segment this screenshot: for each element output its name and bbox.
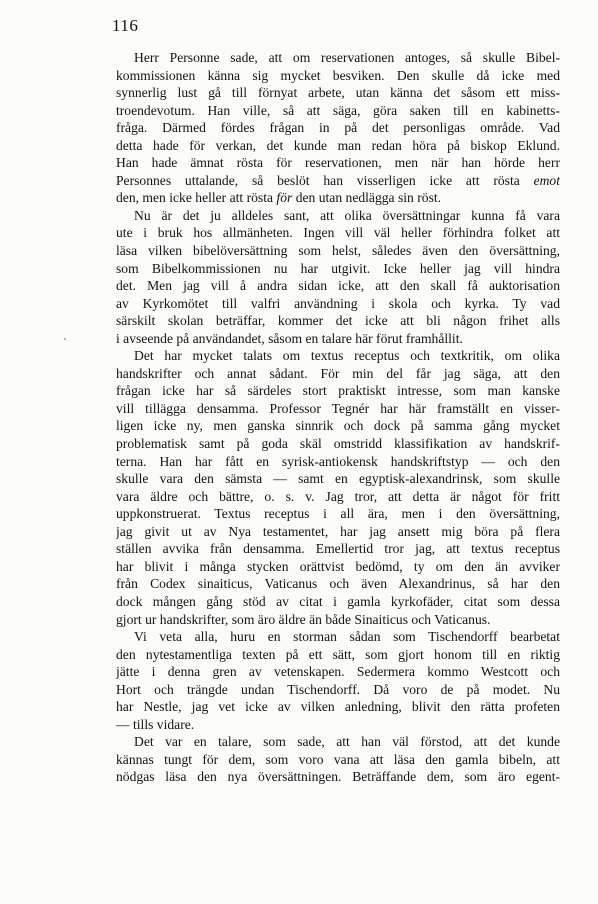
text-line — [116, 768, 560, 786]
line-text: nödgas läsa den nya översättningen. Beträffande dem, som äro egent- — [116, 769, 560, 785]
text-line — [116, 453, 560, 471]
text-line — [116, 681, 560, 699]
text-line — [116, 628, 560, 646]
line-text: Personnes uttalande, så beslöt han visserligen icke att rösta — [116, 172, 534, 188]
line-text: uppkonstruerat. Textus receptus i all ära, men i den översättning, — [116, 506, 560, 522]
text-line — [116, 189, 560, 207]
line-text: Det var en talare, som sade, att han väl förstod, att det kunde — [134, 734, 560, 750]
emphasized-word: för — [276, 190, 293, 206]
text-line — [116, 417, 560, 435]
line-text: som Bibelkommissionen nu har utgivit. Icke heller jag vill hindra — [116, 260, 560, 276]
line-text: kännas tungt för dem, som voro vana att läsa den gamla bibeln, att — [116, 751, 560, 767]
text-line — [116, 49, 560, 67]
text-line — [116, 540, 560, 558]
text-line — [116, 523, 560, 541]
text-line — [116, 102, 560, 120]
line-text: jag givit ut av Nya testamentet, har jag ansett mig böra på flera — [116, 523, 560, 539]
line-text: skulle vara den sämsta — samt en egyptisk-alexandrinsk, som skulle — [116, 471, 560, 487]
line-text: troendevotum. Han ville, så att säga, göra saken till en kabinetts- — [116, 102, 560, 118]
line-text: läsa vilken bibelöversättning som helst, således även den översättning, — [116, 243, 560, 259]
text-line — [116, 312, 560, 330]
text-line — [116, 400, 560, 418]
line-text: ute i bruk hos allmänheten. Ingen vill väl heller förhindra folket att — [116, 225, 560, 241]
text-line — [116, 224, 560, 242]
text-line — [116, 488, 560, 506]
line-text: den nytestamentliga texten på ett sätt, som gjort honom till en riktig — [116, 646, 560, 662]
text-line — [116, 646, 560, 664]
text-line — [116, 295, 560, 313]
line-text: problematisk samt på goda skäl omstridd klassifikation av handskrif- — [116, 436, 560, 452]
line-text: ligen icke ny, men ganska sinnrik och dock på samma gång mycket — [116, 418, 560, 434]
line-text: av Kyrkomötet till valfri användning i skola och kyrka. Ty vad — [116, 295, 560, 311]
line-text: dock mången gång stöd av citat i gamla kyrkofäder, citat som dessa — [116, 593, 560, 609]
line-text-continued: den utan nedlägga sin röst. — [292, 190, 442, 206]
line-text: terna. Han har fått en syrisk-antiokensk handskriftstyp — och den — [116, 453, 560, 469]
text-line — [116, 84, 560, 102]
text-line — [116, 260, 560, 278]
line-text: det. Men jag vill å andra sidan icke, att den skall få auktorisation — [116, 278, 560, 294]
emphasized-word: emot — [533, 172, 560, 188]
text-line — [116, 593, 560, 611]
text-line — [116, 172, 560, 190]
line-text: Han hade ämnat rösta för reservationen, men när han hörde herr — [116, 155, 560, 171]
text-line — [116, 365, 560, 383]
text-line — [116, 154, 560, 172]
line-text: synnerlig lust gå till förnyat arbete, utan känna det såsom ett miss- — [116, 85, 560, 101]
text-line — [116, 347, 560, 365]
text-line — [116, 505, 560, 523]
line-text: detta hade för verkan, det kunde man redan höra på biskop Eklund. — [116, 137, 560, 153]
text-line — [116, 698, 560, 716]
text-line — [116, 716, 560, 734]
line-text: Hort och trängde undan Tischendorff. Då voro de på modet. Nu — [116, 681, 560, 697]
line-text: särskilt skolan beträffar, kommer det icke att bli någon frihet alls — [116, 313, 560, 329]
line-text: — tills vidare. — [116, 716, 195, 732]
line-text: från Codex sinaiticus, Vaticanus och även Alexandrinus, så har den — [116, 576, 560, 592]
line-text: Vi veta alla, huru en storman sådan som Tischendorff bearbetat — [134, 629, 560, 645]
line-text: jätte i denna gren av vetenskapen. Sedermera kommo Westcott och — [116, 664, 560, 680]
line-text: fråga. Därmed fördes frågan in på det personligas område. Vad — [116, 120, 560, 136]
line-text: den, men icke heller att rösta — [116, 190, 277, 206]
text-line — [116, 470, 560, 488]
text-line — [116, 67, 560, 85]
line-text: ställen avvika från densamma. Emellertid tror jag, att textus receptus — [116, 541, 560, 557]
line-text: Herr Personne sade, att om reservationen antoges, så skulle Bibel- — [134, 50, 560, 65]
text-line — [116, 207, 560, 225]
text-line — [116, 663, 560, 681]
line-text: vill tillägga densamma. Professor Tegnér har här framställt en visser- — [116, 400, 560, 416]
text-line — [116, 382, 560, 400]
line-text: har blivit i många stycken orättvist bedömd, ty om den än avviker — [116, 558, 560, 574]
text-line — [116, 611, 560, 629]
line-text: handskrifter och annat sådant. För min del får jag säga, att den — [116, 365, 560, 381]
text-line — [116, 277, 560, 295]
line-text: har Nestle, jag vet icke av vilken anledning, blivit den rätta profeten — [116, 699, 560, 715]
line-text: Nu är det ju alldeles sant, att olika översättningar kunna få vara — [134, 207, 560, 223]
line-text: gjort ur handskrifter, som äro äldre än både Sinaiticus och Vaticanus. — [116, 611, 491, 627]
text-line — [116, 330, 560, 348]
line-text: vara äldre och bättre, o. s. v. Jag tror, att detta är något för fritt — [116, 488, 560, 504]
line-text: i avseende på användandet, såsom en talare här förut framhållit. — [116, 330, 463, 346]
text-line — [116, 242, 560, 260]
paper-speck — [64, 338, 66, 340]
page-number: 116 — [112, 16, 139, 35]
text-line — [116, 558, 560, 576]
text-line — [116, 733, 560, 751]
line-text: Det har mycket talats om textus receptus och textkritik, om olika — [134, 348, 560, 364]
text-line — [116, 137, 560, 155]
line-text: kommissionen känna sig mycket besviken. Den skulle då icke med — [116, 67, 560, 83]
body-text — [116, 49, 560, 786]
line-text: frågan icke har så särdeles stort praktiskt intresse, som man kanske — [116, 383, 560, 399]
text-line — [116, 751, 560, 769]
text-line — [116, 119, 560, 137]
text-line — [116, 575, 560, 593]
text-line — [116, 435, 560, 453]
